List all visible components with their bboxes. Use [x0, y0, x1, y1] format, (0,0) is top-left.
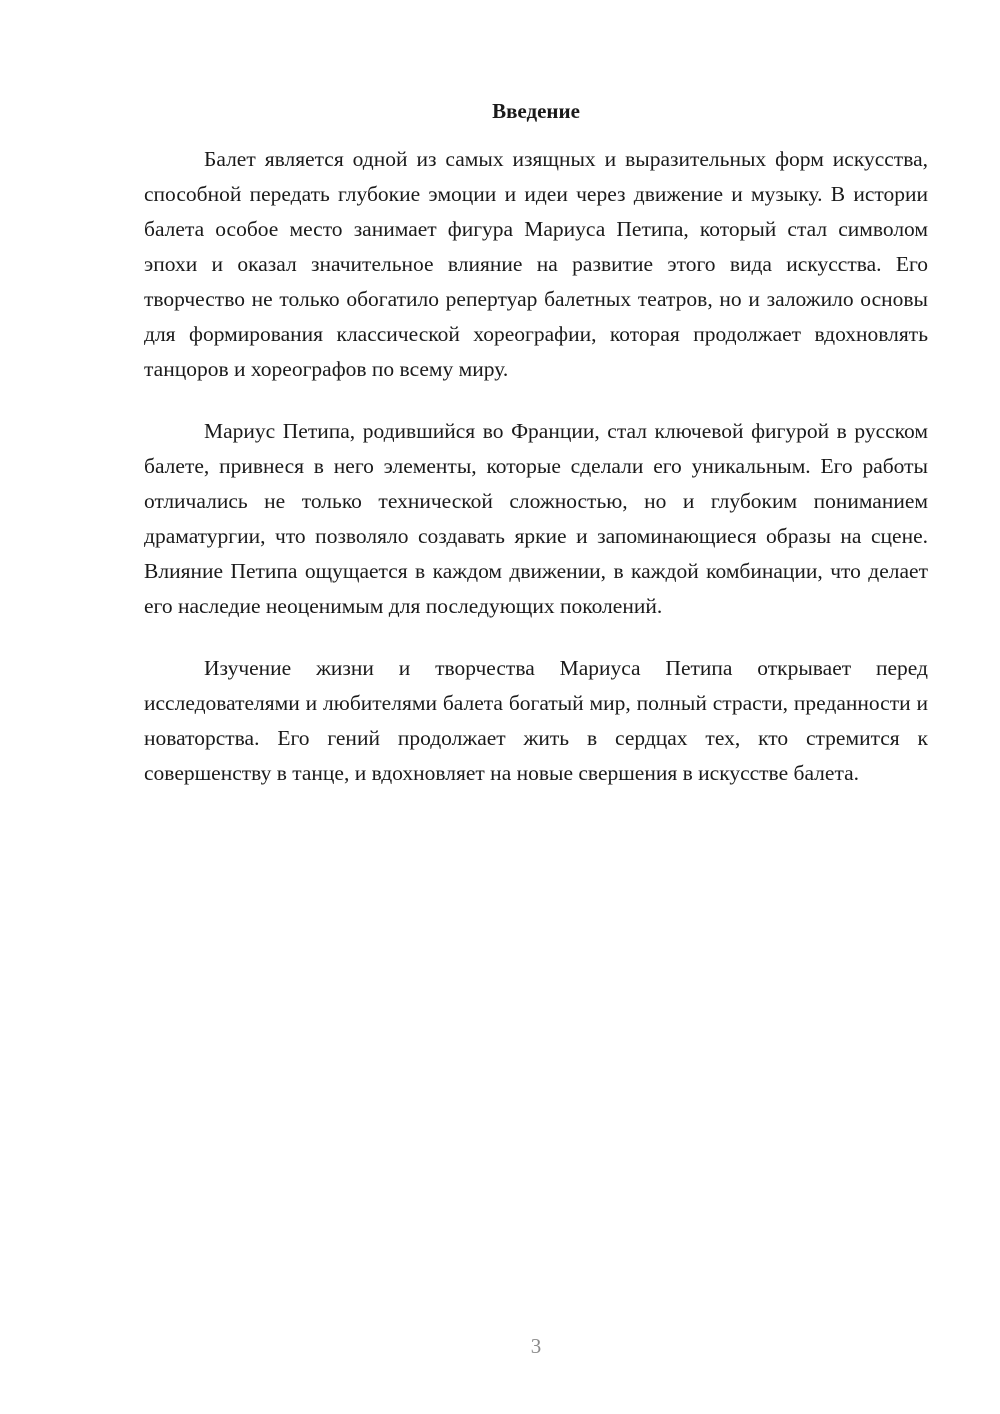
body-text — [144, 142, 928, 818]
paragraph-introduction-2: Мариус Петипа, родившийся во Франции, стал ключевой фигурой в русском балете, привнеся в него элементы, которые сделали его уникальным. Его работы отличались не только технической сложностью, но и глубоким пониманием драматургии, что позволяло создавать яркие и запоминающиеся образы на сцене. Влияние Петипа ощущается в каждом движении, в каждой комбинации, что делает его наследие неоценимым для последующих поколений. — [144, 419, 928, 618]
paragraph-introduction-1: Балет является одной из самых изящных и выразительных форм искусства, способной передать глубокие эмоции и идеи через движение и музыку. В истории балета особое место занимает фигура Мариуса Петипа, который стал символом эпохи и оказал значительное влияние на развитие этого вида искусства. Его творчество не только обогатило репертуар балетных театров, но и заложило основы для формирования классической хореографии, которая продолжает вдохновлять танцоров и хореографов по всему миру. — [144, 147, 928, 381]
paragraph-introduction-3: Изучение жизни и творчества Мариуса Петипа открывает перед исследователями и любителями балета богатый мир, полный страсти, преданности и новаторства. Его гений продолжает жить в сердцах тех, кто стремится к совершенству в танце, и вдохновляет на новые свершения в искусстве балета. — [144, 656, 928, 785]
section-heading: Введение — [492, 99, 580, 123]
page-number: 3 — [530, 1334, 542, 1358]
